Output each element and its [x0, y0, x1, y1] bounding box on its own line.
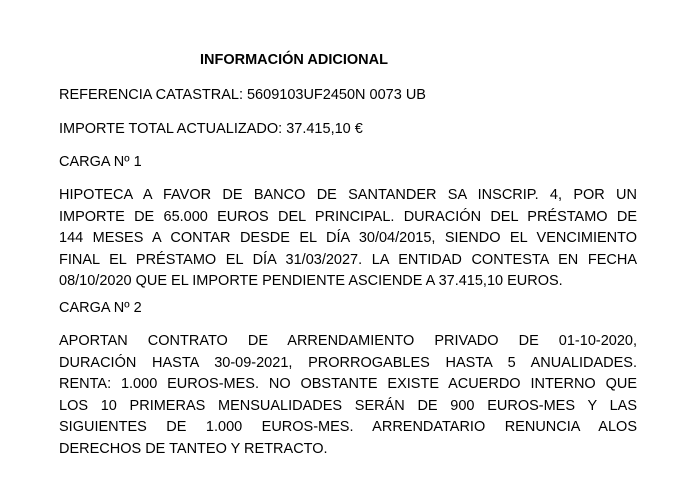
carga-1-line: HIPOTECA A FAVOR DE BANCO DE SANTANDER SA INSCRIP. 4, POR UN: [59, 187, 637, 203]
carga-2-line: DERECHOS DE TANTEO Y RETRACTO.: [59, 440, 328, 457]
carga-2-line: SIGUIENTES DE 1.000 EUROS-MES. ARRENDATARIO RENUNCIA ALOS: [59, 419, 637, 435]
carga-1-text: [59, 185, 637, 293]
document-title: INFORMACIÓN ADICIONAL: [200, 52, 388, 68]
carga-2-heading: CARGA Nº 2: [59, 300, 142, 316]
carga-2-line: DURACIÓN HASTA 30-09-2021, PRORROGABLES HASTA 5 ANUALIDADES.: [59, 354, 637, 371]
carga-1-line: 08/10/2020 QUE EL IMPORTE PENDIENTE ASCIENDE A 37.415,10 EUROS.: [59, 273, 563, 289]
carga-1-line: 144 MESES A CONTAR DESDE EL DÍA 30/04/2015, SIENDO EL VENCIMIENTO: [59, 230, 637, 246]
carga-2-line: RENTA: 1.000 EUROS-MES. NO OBSTANTE EXISTE ACUERDO INTERNO QUE: [59, 376, 637, 392]
referencia-catastral: REFERENCIA CATASTRAL: 5609103UF2450N 0073 UB: [59, 87, 426, 103]
carga-2-text: [59, 331, 637, 460]
carga-1-line: IMPORTE DE 65.000 EUROS DEL PRINCIPAL. DURACIÓN DEL PRÉSTAMO DE: [59, 208, 637, 225]
carga-1-heading: CARGA Nº 1: [59, 154, 142, 170]
carga-1-line: FINAL EL PRÉSTAMO EL DÍA 31/03/2027. LA ENTIDAD CONTESTA EN FECHA: [59, 251, 637, 268]
importe-total: IMPORTE TOTAL ACTUALIZADO: 37.415,10 €: [59, 121, 363, 137]
carga-2-line: LOS 10 PRIMERAS MENSUALIDADES SERÁN DE 900 EUROS-MES Y LAS: [59, 397, 637, 414]
carga-2-line: APORTAN CONTRATO DE ARRENDAMIENTO PRIVADO DE 01-10-2020,: [59, 333, 637, 349]
